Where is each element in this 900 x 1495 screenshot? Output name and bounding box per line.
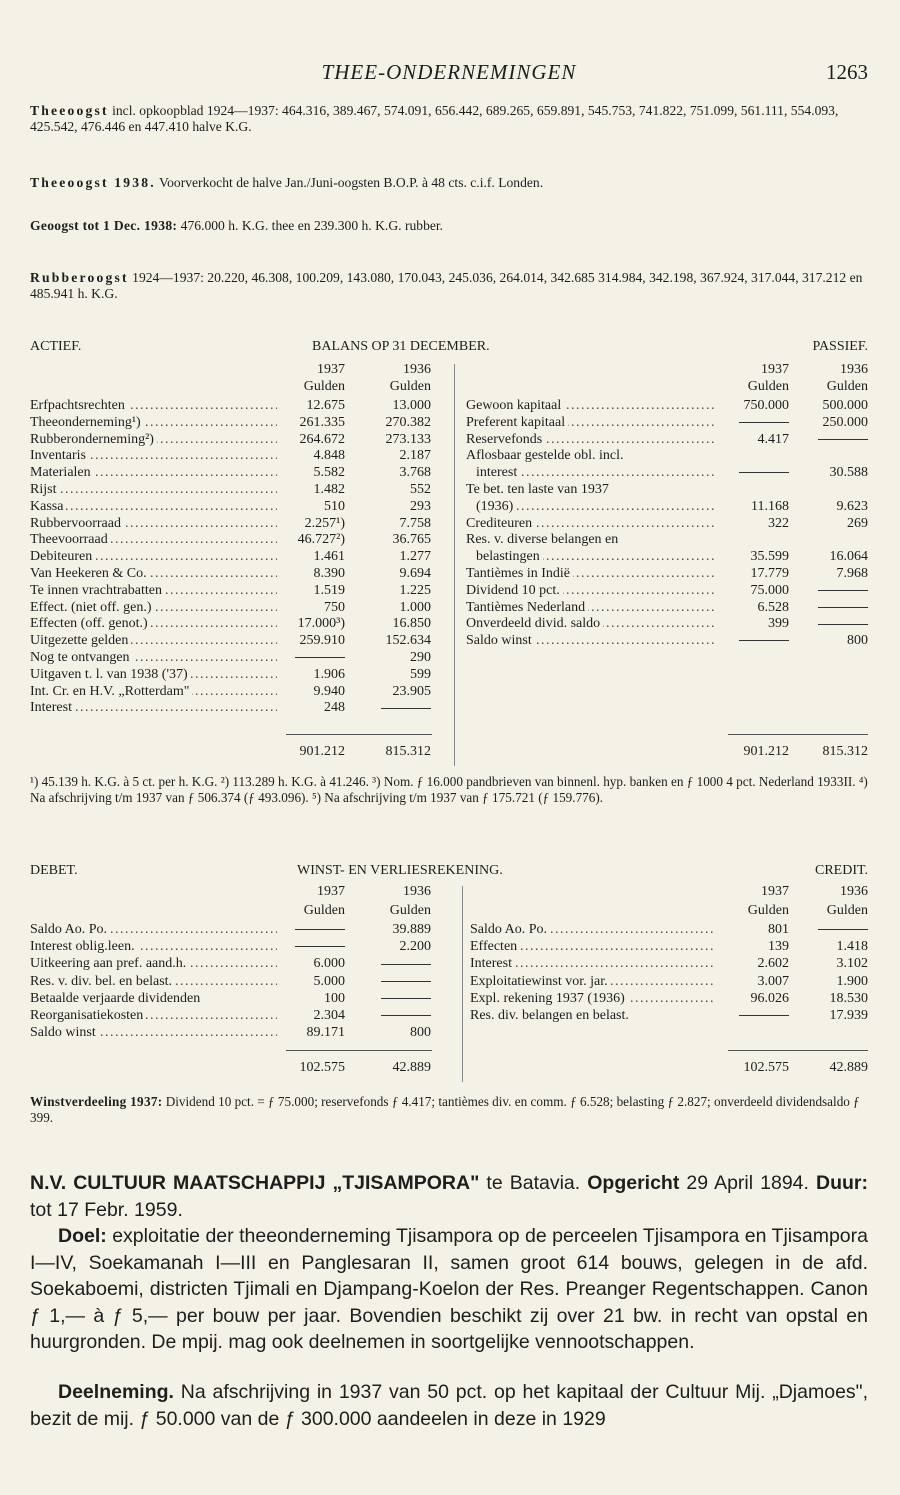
- total-rule-right: [728, 734, 868, 735]
- value-1936: 1.225: [399, 582, 431, 598]
- row-label: Onverdeeld divid. saldo .....: [466, 616, 716, 632]
- value-1937: 264.672: [299, 431, 345, 447]
- row-label: Effecten (off. genot.) .....: [30, 616, 277, 632]
- value-1936: 17.939: [829, 1008, 868, 1023]
- value-1937: 35.599: [750, 549, 789, 565]
- total-debet-1937: 102.575: [299, 1060, 345, 1075]
- value-1937: 259.910: [299, 633, 345, 649]
- table-row: [30, 1025, 868, 1041]
- geoogst-text: 476.000 h. K.G. thee en 239.300 h. K.G. rubber.: [180, 218, 444, 233]
- value-1937: 75.000: [750, 582, 789, 598]
- value-1936: 293: [410, 498, 431, 514]
- row-label: Theevoorraad .....: [30, 532, 277, 548]
- value-1937: [720, 415, 789, 431]
- value-1936: 2.187: [399, 448, 431, 464]
- value-1936: [794, 616, 868, 632]
- winst-year-row: [30, 884, 868, 900]
- value-1936: 152.634: [385, 633, 431, 649]
- value-1936: 9.694: [399, 566, 431, 581]
- row-label: Int. Cr. en H.V. „Rotterdam" .....: [30, 684, 277, 700]
- value-1937: 399: [768, 616, 789, 632]
- total-passief-1937: 901.212: [743, 744, 789, 759]
- theeoogst-text: incl. opkoopblad 1924—1937: 464.316, 389.467, 574.091, 656.442, 689.265, 659.891, 545.753, 741.822, 751.099, 561.111, 554.093, 425.542, 476.446 en 447.410 halve K.G.: [30, 103, 839, 134]
- document-page: [30, 0, 868, 1495]
- value-1937: 322: [768, 515, 789, 531]
- value-1936: 500.000: [822, 398, 868, 413]
- winst-year-1936-right: 1936: [840, 884, 868, 899]
- doel-label: Doel:: [58, 1225, 107, 1247]
- value-1936: [794, 583, 868, 599]
- company-heading: [30, 1170, 868, 1223]
- value-1936: 3.768: [399, 465, 431, 481]
- credit-caption: CREDIT.: [814, 863, 868, 878]
- table-row: [30, 516, 868, 532]
- row-label: Uitkeering aan pref. aand.h. .....: [30, 956, 277, 972]
- value-1936: 290: [410, 650, 431, 665]
- row-label: Saldo winst .....: [30, 1025, 277, 1041]
- year-header-row: [30, 362, 868, 378]
- geoogst-label: Geoogst tot 1 Dec. 1938:: [30, 218, 178, 233]
- total-passief-1936: 815.312: [822, 744, 868, 759]
- winst-unit-1936: Gulden: [389, 903, 431, 918]
- doel-paragraph: [30, 1223, 868, 1356]
- table-row: [30, 616, 868, 632]
- value-1937: 96.026: [750, 990, 789, 1006]
- theeoogst-1938-note: [30, 175, 868, 191]
- row-label: Betaalde verjaarde dividenden: [30, 991, 277, 1007]
- row-label: Crediteuren .....: [466, 516, 716, 532]
- year-1937-right: 1937: [761, 362, 789, 377]
- winst-unit-1937: Gulden: [303, 903, 345, 918]
- table-row: [30, 415, 868, 431]
- value-1937: [282, 650, 345, 666]
- year-1937: 1937: [317, 362, 345, 377]
- value-1936: 1.418: [836, 939, 868, 955]
- value-1937: 4.417: [757, 431, 789, 447]
- row-label: Interest .....: [470, 956, 716, 972]
- row-label: Reorganisatiekosten .....: [30, 1008, 277, 1024]
- value-1937: 1.482: [313, 482, 345, 497]
- row-label: Inventaris .....: [30, 448, 277, 464]
- winst-unit-row: [30, 903, 868, 919]
- value-1937: 8.390: [313, 566, 345, 581]
- row-label: Res. div. belangen en belast.: [470, 1008, 716, 1024]
- table-row: [30, 549, 868, 565]
- table-row: [30, 499, 868, 515]
- row-label: Uitgezette gelden .....: [30, 633, 277, 649]
- winst-year-1936: 1936: [403, 884, 431, 899]
- total-actief-1936: 815.312: [385, 744, 431, 759]
- unit-header-row: [30, 379, 868, 395]
- value-1937: 3.007: [757, 973, 789, 989]
- row-label: Debiteuren .....: [30, 549, 277, 565]
- row-label: Materialen .....: [30, 465, 277, 481]
- value-1937: 139: [768, 939, 789, 955]
- value-1936: 552: [410, 482, 431, 497]
- row-label: Rijst .....: [30, 482, 277, 498]
- winst-total-rule-left: [286, 1050, 432, 1051]
- winst-year-1937-right: 1937: [761, 884, 789, 899]
- unit-1936: Gulden: [389, 379, 431, 394]
- table-row: [30, 566, 868, 582]
- duur-label: Duur:: [816, 1172, 869, 1194]
- row-label: Exploitatiewinst vor. jar. .....: [470, 974, 716, 990]
- total-rule-left: [286, 734, 432, 735]
- value-1936: [794, 922, 868, 938]
- row-label: Saldo Ao. Po. .....: [470, 922, 716, 938]
- balance-footnotes: ¹) 45.139 h. K.G. à 5 ct. per h. K.G. ²) 113.289 h. K.G. à 41.246. ³) Nom. ƒ 16.000 pandbrieven van binnenl. hyp. banken en ƒ 1000 4 pct. Nederland 1933II. ⁴) Na afschrijving t/m 1937 van ƒ 506.374 (ƒ 493.096). ⁵) Na afschrijving t/m 1937 van ƒ 175.721 (ƒ 159.776).: [30, 774, 868, 805]
- value-1937: 1.519: [313, 582, 345, 598]
- value-1936: 3.102: [836, 956, 868, 972]
- value-1937: 801: [768, 922, 789, 937]
- value-1936: 16.850: [392, 616, 431, 632]
- value-1937: 248: [324, 700, 345, 716]
- balance-sheet: [30, 338, 868, 768]
- value-1937: 510: [324, 498, 345, 514]
- row-label: Gewoon kapitaal .....: [466, 398, 716, 414]
- value-1936: 269: [847, 515, 868, 531]
- value-1936: 273.133: [385, 431, 431, 447]
- unit-1937: Gulden: [303, 379, 345, 394]
- geoogst-note: [30, 218, 868, 234]
- value-1937: 750: [324, 599, 345, 615]
- unit-1936-right: Gulden: [826, 379, 868, 394]
- row-label: Theeonderneming¹) .....: [30, 415, 277, 431]
- value-1937: 1.906: [313, 666, 345, 682]
- page-number: 1263: [826, 60, 868, 84]
- row-label: Expl. rekening 1937 (1936) .....: [470, 991, 716, 1007]
- table-row: [30, 398, 868, 414]
- page-header: [30, 60, 868, 90]
- value-1937: 17.000³): [297, 616, 345, 632]
- total-actief-1937: 901.212: [299, 744, 345, 759]
- row-label: Preferent kapitaal .....: [466, 415, 716, 431]
- row-label: Van Heekeren & Co. .....: [30, 566, 277, 582]
- table-row: [30, 684, 868, 700]
- rubberoogst-label: Rubberoogst: [30, 270, 129, 285]
- value-1937: 2.304: [313, 1008, 345, 1023]
- row-label: Res. v. div. bel. en belast. .....: [30, 974, 277, 990]
- opgericht-value: 29 April 1894.: [686, 1172, 809, 1194]
- value-1937: 100: [324, 990, 345, 1006]
- row-label: Effecten .....: [470, 939, 716, 955]
- theeoogst-1938-label: Theeoogst 1938.: [30, 175, 156, 190]
- row-label: Aflosbaar gestelde obl. incl.: [466, 448, 716, 464]
- value-1937: 5.000: [313, 973, 345, 989]
- value-1936: [794, 600, 868, 616]
- row-label: Kassa .....: [30, 499, 277, 515]
- actief-caption: ACTIEF.: [30, 339, 82, 354]
- theeoogst-note: [30, 103, 868, 135]
- value-1937: [720, 1008, 789, 1024]
- row-label: Tantièmes Nederland .....: [466, 600, 716, 616]
- value-1937: [720, 633, 789, 649]
- value-1937: 1.461: [313, 549, 345, 565]
- row-label: Reservefonds .....: [466, 432, 716, 448]
- profit-loss-title: WINST- EN VERLIESREKENING.: [297, 863, 503, 878]
- row-label: belastingen .....: [476, 549, 716, 565]
- table-row: [30, 465, 868, 481]
- deelneming-paragraph: [30, 1379, 868, 1432]
- winst-column-divider: [462, 886, 463, 1082]
- table-row: [30, 700, 868, 716]
- value-1937: 46.727²): [297, 532, 345, 548]
- row-label: Erfpachtsrechten .....: [30, 398, 277, 414]
- row-label: Tantièmes in Indië .....: [466, 566, 716, 582]
- profit-loss-account: [30, 862, 868, 1082]
- value-1937: 750.000: [743, 398, 789, 413]
- value-1937: 2.602: [757, 956, 789, 972]
- passief-caption: PASSIEF.: [812, 339, 868, 354]
- balance-total-row: [30, 744, 868, 760]
- winst-year-1937: 1937: [317, 884, 345, 899]
- value-1937: 5.582: [313, 465, 345, 481]
- value-1936: 39.889: [392, 922, 431, 937]
- value-1936: 270.382: [385, 414, 431, 430]
- winstverdeeling-text: Dividend 10 pct. = ƒ 75.000; reservefonds ƒ 4.417; tantièmes div. en comm. ƒ 6.528; belasting ƒ 2.827; onverdeeld dividendsaldo ƒ 399.: [30, 1094, 860, 1125]
- value-1936: 7.758: [399, 515, 431, 531]
- value-1937: 261.335: [299, 414, 345, 430]
- table-row: [30, 532, 868, 548]
- value-1936: 1.277: [399, 549, 431, 565]
- table-row: [30, 939, 868, 955]
- deelneming-text: Na afschrijving in 1937 van 50 pct. op het kapitaal der Cultuur Mij. „Djamoes", bezit de mij. ƒ 50.000 van de ƒ 300.000 aandeelen in deze in 1929: [30, 1381, 868, 1430]
- table-row: [30, 633, 868, 649]
- value-1936: 1.900: [836, 973, 868, 989]
- unit-1937-right: Gulden: [747, 379, 789, 394]
- row-label: Rubbervoorraad .....: [30, 516, 277, 532]
- winst-total-rule-right: [728, 1050, 868, 1051]
- value-1936: 250.000: [822, 414, 868, 430]
- total-credit-1937: 102.575: [743, 1060, 789, 1075]
- value-1937: 9.940: [313, 683, 345, 699]
- table-row: [30, 600, 868, 616]
- running-title: THEE-ONDERNEMINGEN: [321, 60, 577, 84]
- row-label: Dividend 10 pct. .....: [466, 583, 716, 599]
- value-1937: 17.779: [750, 566, 789, 581]
- row-label: Te innen vrachtrabatten .....: [30, 583, 277, 599]
- row-label: Nog te ontvangen .....: [30, 650, 277, 666]
- value-1937: 2.257¹): [304, 515, 345, 531]
- winst-unit-1936-right: Gulden: [826, 903, 868, 918]
- value-1936: 18.530: [829, 990, 868, 1006]
- value-1936: 16.064: [829, 549, 868, 565]
- winstverdeeling-note: [30, 1094, 868, 1126]
- theeoogst-label: Theeoogst: [30, 103, 109, 118]
- value-1936: 1.000: [399, 599, 431, 615]
- opgericht-label: Opgericht: [587, 1172, 680, 1194]
- doel-text: exploitatie der theeonderneming Tjisampora op de perceelen Tjisampora en Tjisampora I—IV, Soekamanah I—III en Panglesaran II, samen groot 614 bouws, gelegen in de afd. Soekaboemi, districten Tjimali en Djampang-Koelon der Res. Preanger Regentschappen. Canon ƒ 1,— à ƒ 5,— per bouw per jaar. Bovendien beschikt zij over 21 bw. in recht van opstal en huurgronden. De mpij. mag ook deelnemen in soortgelijke vennootschappen.: [30, 1225, 868, 1353]
- theeoogst-1938-text: Voorverkocht de halve Jan./Juni-oogsten B.O.P. à 48 cts. c.i.f. Londen.: [159, 175, 544, 190]
- value-1936: [794, 432, 868, 448]
- column-divider: [454, 364, 455, 766]
- row-label: interest .....: [476, 465, 716, 481]
- winst-total-row: [30, 1060, 868, 1076]
- row-label: Res. v. diverse belangen en: [466, 532, 716, 548]
- value-1937: 89.171: [306, 1025, 345, 1041]
- value-1937: 4.848: [313, 448, 345, 464]
- row-label: Interest oblig.leen. .....: [30, 939, 277, 955]
- value-1936: 30.588: [829, 465, 868, 481]
- year-1936: 1936: [403, 362, 431, 377]
- rubberoogst-text: 1924—1937: 20.220, 46.308, 100.209, 143.080, 170.043, 245.036, 264.014, 342.685 314.984, 342.198, 367.924, 317.044, 317.212 en 485.941 h. K.G.: [30, 270, 863, 301]
- row-label: Effect. (niet off. gen.) .....: [30, 600, 277, 616]
- row-label: Interest .....: [30, 700, 277, 716]
- value-1937: 6.000: [313, 956, 345, 972]
- total-credit-1936: 42.889: [829, 1060, 868, 1075]
- debet-caption: DEBET.: [30, 863, 78, 878]
- row-label: Saldo winst .....: [466, 633, 716, 649]
- winst-unit-1937-right: Gulden: [747, 903, 789, 918]
- value-1936: 13.000: [392, 398, 431, 413]
- value-1937: 11.168: [751, 498, 789, 514]
- deelneming-label: Deelneming.: [58, 1381, 174, 1403]
- balance-title: BALANS OP 31 DECEMBER.: [312, 339, 490, 354]
- table-row: [30, 482, 868, 498]
- table-row: [30, 1008, 868, 1024]
- year-1936-right: 1936: [840, 362, 868, 377]
- table-row: [30, 448, 868, 464]
- table-row: [30, 667, 868, 683]
- row-label: Te bet. ten laste van 1937: [466, 482, 716, 498]
- duur-value: tot 17 Febr. 1959.: [30, 1198, 183, 1221]
- value-1936: 7.968: [836, 566, 868, 581]
- value-1936: 36.765: [392, 532, 431, 548]
- value-1937: 6.528: [757, 599, 789, 615]
- table-row: [30, 650, 868, 666]
- company-location: te Batavia.: [486, 1172, 581, 1194]
- value-1936: 9.623: [836, 498, 868, 514]
- row-label: Rubberonderneming²) .....: [30, 432, 277, 448]
- row-label: Uitgaven t. l. van 1938 ('37) .....: [30, 667, 277, 683]
- value-1937: 12.675: [306, 398, 345, 413]
- value-1936: 23.905: [392, 683, 431, 699]
- value-1936: 800: [410, 1025, 431, 1041]
- table-row: [30, 922, 868, 938]
- total-debet-1936: 42.889: [392, 1060, 431, 1075]
- winstverdeeling-label: Winstverdeeling 1937:: [30, 1094, 163, 1109]
- row-label: (1936) .....: [476, 499, 716, 515]
- value-1937: [720, 465, 789, 481]
- row-label: Saldo Ao. Po. .....: [30, 922, 277, 938]
- value-1936: 2.200: [399, 939, 431, 955]
- value-1936: 800: [847, 633, 868, 649]
- company-name: N.V. CULTUUR MAATSCHAPPIJ „TJISAMPORA": [30, 1172, 480, 1194]
- rubberoogst-note: [30, 270, 868, 302]
- value-1936: [353, 700, 431, 716]
- value-1936: 599: [410, 666, 431, 682]
